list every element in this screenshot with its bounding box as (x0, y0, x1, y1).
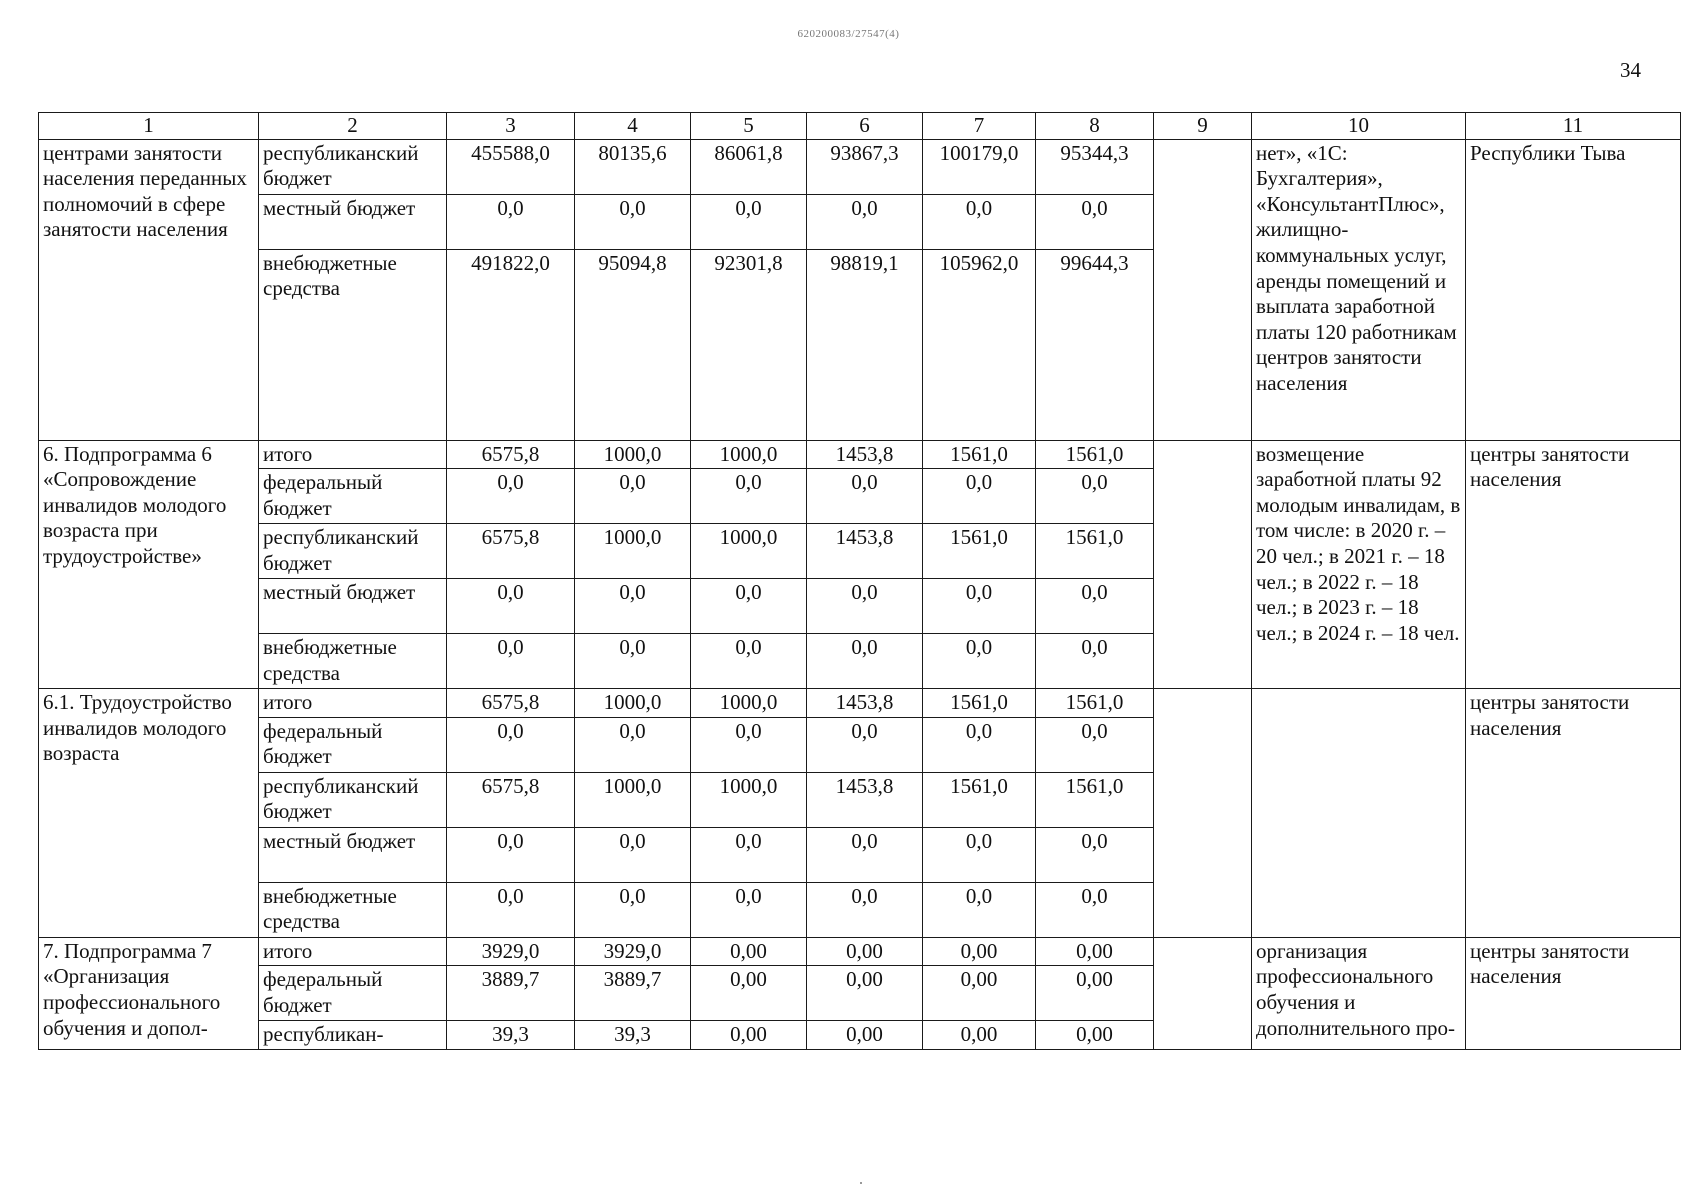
executor-cell: центры занятости населения (1466, 937, 1681, 1049)
program-name-cell: центрами занятости населения переданных полномочий в сфере занятости населения (39, 139, 259, 440)
header-cell: 3 (447, 113, 575, 140)
amount-cell: 0,0 (807, 827, 923, 882)
amount-cell: 100179,0 (923, 139, 1036, 194)
amount-cell: 3929,0 (575, 937, 691, 966)
header-cell: 10 (1252, 113, 1466, 140)
amount-cell: 1561,0 (1036, 772, 1154, 827)
amount-cell: 0,00 (807, 1021, 923, 1050)
table-row (39, 937, 1681, 966)
amount-cell: 1561,0 (1036, 440, 1154, 469)
funding-source-cell: республиканский бюджет (259, 524, 447, 579)
amount-cell: 0,00 (1036, 1021, 1154, 1050)
table-row (39, 139, 1681, 194)
amount-cell: 0,0 (575, 827, 691, 882)
amount-cell: 0,0 (691, 882, 807, 937)
amount-cell: 0,0 (923, 827, 1036, 882)
amount-cell: 0,0 (575, 579, 691, 634)
amount-cell: 1000,0 (691, 689, 807, 718)
amount-cell: 0,0 (575, 469, 691, 524)
amount-cell: 0,0 (691, 194, 807, 249)
amount-cell: 0,0 (691, 717, 807, 772)
funding-source-cell: итого (259, 937, 447, 966)
amount-cell: 0,0 (1036, 827, 1154, 882)
amount-cell: 0,0 (923, 717, 1036, 772)
amount-cell: 80135,6 (575, 139, 691, 194)
header-cell: 6 (807, 113, 923, 140)
amount-cell: 0,0 (1036, 579, 1154, 634)
amount-cell: 1000,0 (575, 772, 691, 827)
amount-cell: 0,00 (923, 937, 1036, 966)
empty-column-9-cell (1154, 937, 1252, 1049)
funding-source-cell: местный бюджет (259, 194, 447, 249)
scan-artifact (860, 1182, 862, 1184)
amount-cell: 0,00 (1036, 937, 1154, 966)
amount-cell: 1453,8 (807, 440, 923, 469)
amount-cell: 0,0 (575, 634, 691, 689)
amount-cell: 491822,0 (447, 249, 575, 440)
funding-source-cell: местный бюджет (259, 579, 447, 634)
amount-cell: 3889,7 (575, 966, 691, 1021)
amount-cell: 98819,1 (807, 249, 923, 440)
expected-result-cell (1252, 689, 1466, 938)
amount-cell: 0,00 (1036, 966, 1154, 1021)
funding-source-cell: республикан- (259, 1021, 447, 1050)
amount-cell: 99644,3 (1036, 249, 1154, 440)
amount-cell: 0,0 (1036, 717, 1154, 772)
amount-cell: 0,00 (807, 937, 923, 966)
header-cell: 4 (575, 113, 691, 140)
program-name-cell: 7. Подпрограмма 7 «Организация профессионального обучения и допол- (39, 937, 259, 1049)
amount-cell: 95344,3 (1036, 139, 1154, 194)
amount-cell: 1453,8 (807, 689, 923, 718)
amount-cell: 0,0 (447, 469, 575, 524)
expected-result-cell: нет», «1С: Бухгалтерия», «КонсультантПлюс», жилищно-коммунальных услуг, аренды помещений и выплата заработной платы 120 работникам центров занятости населения (1252, 139, 1466, 440)
amount-cell: 1561,0 (923, 772, 1036, 827)
amount-cell: 455588,0 (447, 139, 575, 194)
header-cell: 1 (39, 113, 259, 140)
amount-cell: 1000,0 (575, 524, 691, 579)
amount-cell: 0,0 (447, 717, 575, 772)
amount-cell: 1561,0 (1036, 689, 1154, 718)
expected-result-cell: возмещение заработной платы 92 молодым инвалидам, в том числе: в 2020 г. – 20 чел.; в 2021 г. – 18 чел.; в 2022 г. – 18 чел.; в 2023 г. – 18 чел.; в 2024 г. – 18 чел. (1252, 440, 1466, 689)
amount-cell: 6575,8 (447, 689, 575, 718)
amount-cell: 0,0 (691, 827, 807, 882)
funding-source-cell: федеральный бюджет (259, 469, 447, 524)
amount-cell: 6575,8 (447, 772, 575, 827)
amount-cell: 0,00 (923, 966, 1036, 1021)
amount-cell: 6575,8 (447, 440, 575, 469)
funding-source-cell: федеральный бюджет (259, 966, 447, 1021)
amount-cell: 0,0 (575, 194, 691, 249)
amount-cell: 0,00 (691, 937, 807, 966)
funding-source-cell: федеральный бюджет (259, 717, 447, 772)
amount-cell: 0,0 (575, 717, 691, 772)
header-cell: 8 (1036, 113, 1154, 140)
amount-cell: 0,00 (807, 966, 923, 1021)
funding-source-cell: внебюджетные средства (259, 634, 447, 689)
amount-cell: 3929,0 (447, 937, 575, 966)
budget-table (38, 112, 1681, 1050)
amount-cell: 0,0 (447, 579, 575, 634)
header-row (39, 113, 1681, 140)
amount-cell: 0,0 (447, 882, 575, 937)
executor-cell: Республики Тыва (1466, 139, 1681, 440)
amount-cell: 1000,0 (575, 689, 691, 718)
amount-cell: 95094,8 (575, 249, 691, 440)
funding-source-cell: местный бюджет (259, 827, 447, 882)
amount-cell: 86061,8 (691, 139, 807, 194)
amount-cell: 1561,0 (1036, 524, 1154, 579)
amount-cell: 1561,0 (923, 440, 1036, 469)
amount-cell: 0,0 (691, 469, 807, 524)
header-cell: 2 (259, 113, 447, 140)
amount-cell: 0,0 (923, 469, 1036, 524)
executor-cell: центры занятости населения (1466, 440, 1681, 689)
amount-cell: 1453,8 (807, 772, 923, 827)
amount-cell: 105962,0 (923, 249, 1036, 440)
amount-cell: 1000,0 (691, 440, 807, 469)
amount-cell: 0,0 (807, 469, 923, 524)
funding-source-cell: итого (259, 689, 447, 718)
amount-cell: 1000,0 (691, 524, 807, 579)
amount-cell: 0,0 (923, 579, 1036, 634)
header-cell: 5 (691, 113, 807, 140)
program-name-cell: 6. Подпрограмма 6 «Сопровождение инвалидов молодого возраста при трудоустройстве» (39, 440, 259, 689)
executor-cell: центры занятости населения (1466, 689, 1681, 938)
amount-cell: 1453,8 (807, 524, 923, 579)
table-row (39, 689, 1681, 718)
amount-cell: 0,0 (1036, 882, 1154, 937)
amount-cell: 0,0 (575, 882, 691, 937)
amount-cell: 93867,3 (807, 139, 923, 194)
amount-cell: 0,0 (447, 634, 575, 689)
amount-cell: 39,3 (447, 1021, 575, 1050)
header-cell: 9 (1154, 113, 1252, 140)
amount-cell: 0,0 (923, 882, 1036, 937)
amount-cell: 0,0 (807, 634, 923, 689)
amount-cell: 0,0 (691, 579, 807, 634)
amount-cell: 1000,0 (575, 440, 691, 469)
amount-cell: 39,3 (575, 1021, 691, 1050)
table-row (39, 440, 1681, 469)
amount-cell: 1561,0 (923, 689, 1036, 718)
amount-cell: 0,00 (691, 1021, 807, 1050)
amount-cell: 1000,0 (691, 772, 807, 827)
amount-cell: 92301,8 (691, 249, 807, 440)
amount-cell: 0,0 (807, 882, 923, 937)
document-code: 620200083/27547(4) (797, 28, 900, 40)
funding-source-cell: внебюджетные средства (259, 882, 447, 937)
amount-cell: 0,0 (447, 827, 575, 882)
page-number: 34 (1620, 58, 1641, 82)
amount-cell: 0,0 (807, 579, 923, 634)
amount-cell: 0,0 (807, 194, 923, 249)
empty-column-9-cell (1154, 440, 1252, 689)
amount-cell: 0,0 (1036, 194, 1154, 249)
amount-cell: 1561,0 (923, 524, 1036, 579)
amount-cell: 6575,8 (447, 524, 575, 579)
amount-cell: 0,0 (923, 634, 1036, 689)
amount-cell: 0,0 (691, 634, 807, 689)
amount-cell: 0,0 (447, 194, 575, 249)
header-cell: 11 (1466, 113, 1681, 140)
expected-result-cell: организация профессионального обучения и дополнительного про- (1252, 937, 1466, 1049)
header-cell: 7 (923, 113, 1036, 140)
amount-cell: 3889,7 (447, 966, 575, 1021)
amount-cell: 0,00 (923, 1021, 1036, 1050)
amount-cell: 0,0 (1036, 469, 1154, 524)
amount-cell: 0,00 (691, 966, 807, 1021)
program-name-cell: 6.1. Трудоустройство инвалидов молодого возраста (39, 689, 259, 938)
amount-cell: 0,0 (1036, 634, 1154, 689)
empty-column-9-cell (1154, 139, 1252, 440)
amount-cell: 0,0 (807, 717, 923, 772)
empty-column-9-cell (1154, 689, 1252, 938)
funding-source-cell: республиканский бюджет (259, 139, 447, 194)
funding-source-cell: республиканский бюджет (259, 772, 447, 827)
amount-cell: 0,0 (923, 194, 1036, 249)
funding-source-cell: внебюджетные средства (259, 249, 447, 440)
funding-source-cell: итого (259, 440, 447, 469)
